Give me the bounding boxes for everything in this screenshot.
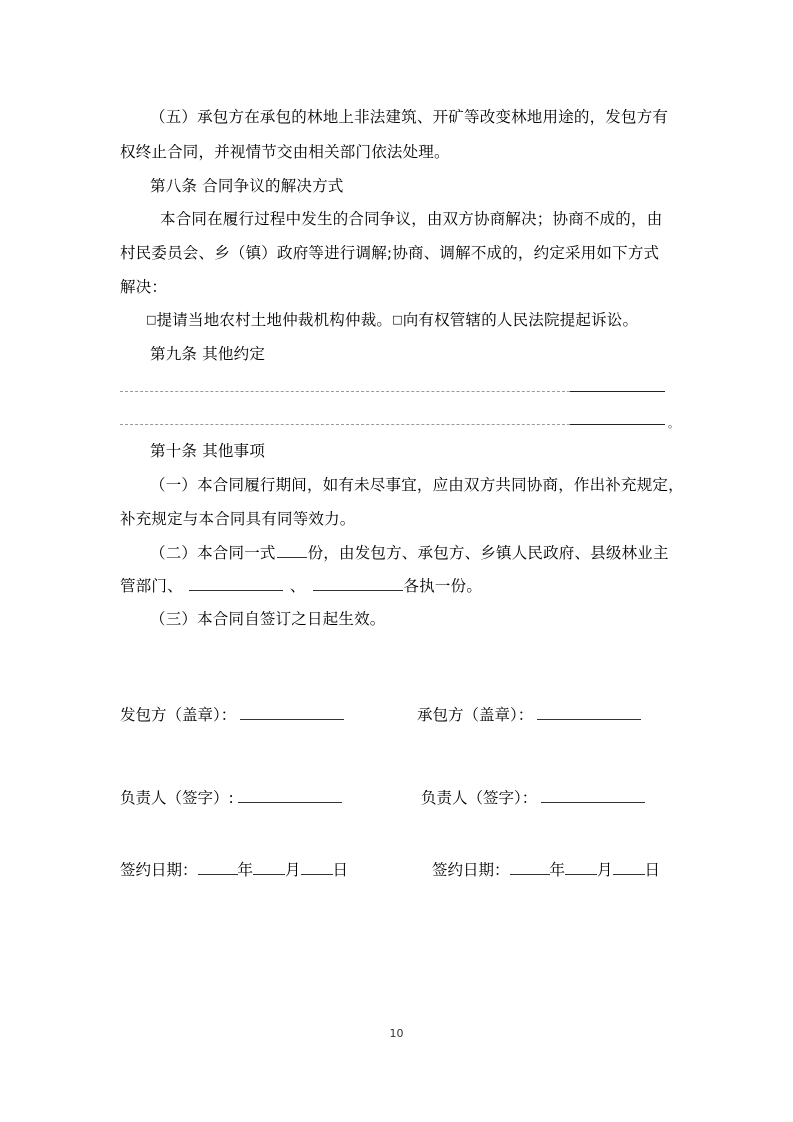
article-10-item1-line1: （一）本合同履行期间，如有未尽事宜，应由双方共同协商，作出补充规定， (150, 476, 684, 494)
holder-blank-2[interactable] (313, 576, 403, 591)
month-label: 月 (597, 861, 613, 879)
article-10-heading: 第十条 其他事项 (150, 442, 266, 460)
contractee-party-seal (417, 705, 641, 725)
contractor-seal-blank[interactable] (240, 705, 344, 720)
holder-blank-1[interactable] (189, 576, 283, 591)
page-number: 10 (389, 1027, 404, 1040)
day-label: 日 (644, 861, 661, 879)
contractee-year-blank[interactable] (510, 860, 550, 875)
contractee-month-blank[interactable] (565, 860, 597, 875)
contractor-year-blank[interactable] (198, 860, 238, 875)
checkbox-arbitration[interactable]: □ (146, 313, 157, 326)
article-8-heading: 第八条 合同争议的解决方式 (150, 177, 344, 195)
contractor-party-seal (120, 705, 344, 725)
contractor-month-blank[interactable] (253, 860, 285, 875)
item2-part1: （二）本合同一式 (150, 544, 276, 562)
copies-count-blank[interactable] (277, 543, 307, 558)
item2-separator: 、 (289, 577, 306, 595)
contractor-day-blank[interactable] (301, 860, 333, 875)
article-8-para-line1: 本合同在履行过程中发生的合同争议，由双方协商解决；协商不成的，由 (160, 210, 663, 228)
dashed-segment (120, 391, 570, 392)
dashed-segment (120, 424, 570, 425)
contractee-day-blank[interactable] (613, 860, 645, 875)
contractor-party-label: 发包方（盖章）： (120, 706, 237, 724)
option-litigation-label: 向有权管辖的人民法院提起诉讼。 (402, 311, 639, 329)
article-10-item3: （三）本合同自签订之日起生效。 (150, 610, 386, 628)
contractee-person-sign (421, 788, 645, 808)
article-10-item2-line1 (150, 543, 669, 563)
contractee-sign-blank[interactable] (541, 788, 645, 803)
article-10-item2-line2 (120, 576, 482, 596)
option-arbitration-label: 提请当地农村土地仲裁机构仲裁。 (156, 311, 393, 329)
day-label: 日 (332, 861, 349, 879)
contractee-seal-blank[interactable] (537, 705, 641, 720)
article-8-para-line2: 村民委员会、乡（镇）政府等进行调解;协商、调解不成的，约定采用如下方式 (120, 244, 660, 262)
item2-part2: 份，由发包方、承包方、乡镇人民政府、县级林业主 (307, 544, 669, 562)
clause-item-5-line1: （五）承包方在承包的林地上非法建筑、开矿等改变林地用途的，发包方有 (150, 108, 669, 126)
item2-line2-part2: 各执一份。 (403, 577, 483, 595)
contractor-sign-date (120, 860, 348, 880)
month-label: 月 (285, 861, 301, 879)
year-label: 年 (549, 861, 566, 879)
article-8-para-line3: 解决： (120, 278, 168, 296)
dispute-options (146, 310, 638, 330)
contractor-person-sign (120, 788, 342, 808)
contractor-person-label: 负责人（签字）: (120, 789, 234, 807)
item2-line2-part1: 管部门、 (120, 577, 183, 595)
contractee-date-label: 签约日期： (432, 861, 510, 879)
article-9-heading: 第九条 其他约定 (150, 345, 266, 363)
contractee-party-label: 承包方（盖章）： (417, 706, 534, 724)
contractee-sign-date (432, 860, 660, 880)
clause-item-5-line2: 权终止合同，并视情节交由相关部门依法处理。 (120, 143, 450, 161)
solid-segment (570, 391, 665, 392)
contractee-person-label: 负责人（签字）： (421, 789, 538, 807)
solid-segment (570, 424, 665, 425)
line-end-period: 。 (668, 417, 679, 430)
year-label: 年 (237, 861, 254, 879)
checkbox-litigation[interactable]: □ (392, 313, 403, 326)
article-10-item1-line2: 补充规定与本合同具有同等效力。 (120, 510, 356, 528)
contractor-date-label: 签约日期： (120, 861, 198, 879)
contractor-sign-blank[interactable] (238, 788, 342, 803)
